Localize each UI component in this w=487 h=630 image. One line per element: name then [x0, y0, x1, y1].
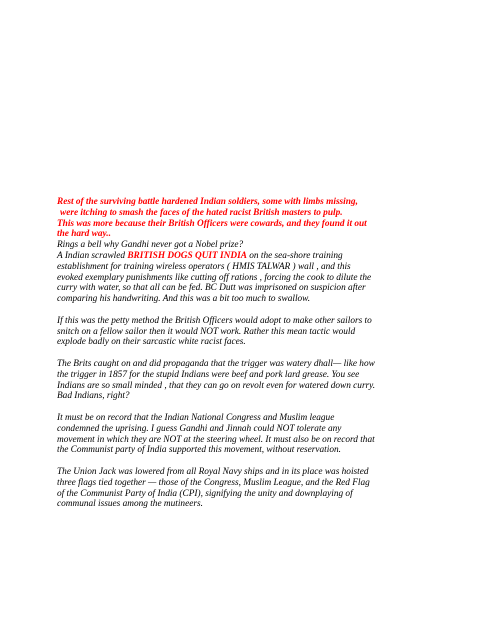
- para4-line-4: the Communist party of India supported this movement, without reservation.: [57, 445, 341, 456]
- para5-line-4: communal issues among the mutineers.: [57, 499, 203, 510]
- paragraph-nobel-talwar: [57, 240, 477, 305]
- para5-line-1: The Union Jack was lowered from all Royal Navy ships and in its place was hoisted: [57, 466, 369, 477]
- para2-line-2: snitch on a fellow sailor then it would NOT work. Rather this mean tactic would: [57, 326, 356, 337]
- red-intro-paragraph: [57, 197, 477, 240]
- paragraph-congress-league: [57, 413, 477, 456]
- para1-line-4: evoked exemplary punishments like cutting off rations , forcing the cook to dilute the: [57, 272, 372, 283]
- paragraph-petty-method: [57, 316, 477, 348]
- para5-line-3: of the Communist Party of India (CPI), signifying the unity and downplaying of: [57, 488, 353, 499]
- para4-line-1: It must be on record that the Indian National Congress and Muslim league: [57, 412, 335, 423]
- para3-line-3: Indians are so small minded , that they can go on revolt even for watered down curry.: [57, 380, 376, 391]
- para1-line-1: Rings a bell why Gandhi never got a Nobel prize?: [57, 240, 244, 251]
- para3-line-4: Bad Indians, right?: [57, 391, 130, 402]
- para1-line-2-start: A Indian scrawled: [57, 250, 128, 261]
- para4-line-2: condemned the uprising. I guess Gandhi and Jinnah could NOT tolerate any: [57, 423, 342, 434]
- para1-line-2-end: on the sea-shore training: [246, 250, 343, 261]
- para3-line-1: The Brits caught on and did propaganda that the trigger was watery dhall— like how: [57, 358, 375, 369]
- slogan-highlight: BRITISH DOGS QUIT INDIA: [127, 250, 247, 261]
- para1-line-6: comparing his handwriting. And this was a bit too much to swallow.: [57, 294, 311, 305]
- paragraph-union-jack: [57, 467, 477, 510]
- para1-line-3: establishment for training wireless operators ( HMIS TALWAR ) wall , and this: [57, 261, 351, 272]
- para2-line-1: If this was the petty method the British Officers would adopt to make other sailors to: [57, 315, 372, 326]
- para1-line-5: curry with water, so that all can be fed. BC Dutt was imprisoned on suspicion after: [57, 283, 366, 294]
- red-intro-line-1: Rest of the surviving battle hardened Indian soldiers, some with limbs missing,: [57, 197, 358, 207]
- para4-line-3: movement in which they are NOT at the steering wheel. It must also be on record that: [57, 434, 375, 445]
- red-intro-line-4: the hard way..: [57, 229, 111, 240]
- red-intro-line-2: were itching to smash the faces of the hated racist British masters to pulp.: [60, 207, 343, 218]
- para1-line-2: [57, 251, 477, 262]
- para3-line-2: the trigger in 1857 for the stupid Indians were beef and pork lard grease. You see: [57, 369, 360, 380]
- para5-line-2: three flags tied together — those of the Congress, Muslim League, and the Red Flag: [57, 477, 370, 488]
- paragraph-propaganda: [57, 359, 477, 402]
- document-body: [57, 197, 477, 521]
- red-intro-line-3: This was more because their British Officers were cowards, and they found it out: [57, 218, 367, 229]
- para2-line-3: explode badly on their sarcastic white racist faces.: [57, 337, 246, 348]
